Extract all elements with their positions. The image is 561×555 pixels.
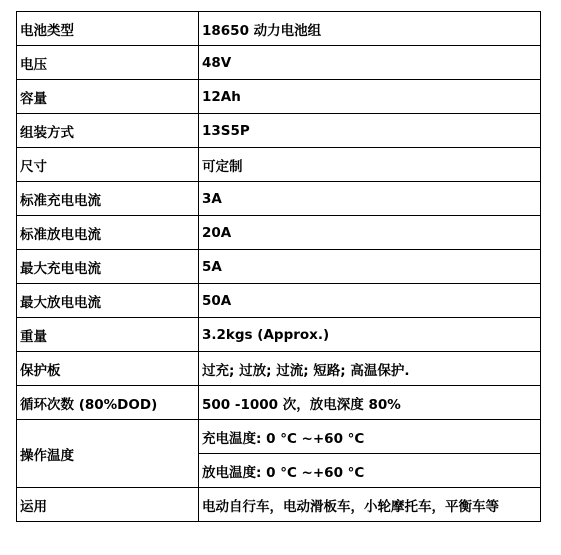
row-value: 18650 动力电池组 bbox=[199, 12, 541, 46]
row-label: 标准放电电流 bbox=[17, 216, 199, 250]
row-label: 电池类型 bbox=[17, 12, 199, 46]
table-row bbox=[17, 352, 541, 386]
row-label: 尺寸 bbox=[17, 148, 199, 182]
row-label: 组装方式 bbox=[17, 114, 199, 148]
row-label: 电压 bbox=[17, 46, 199, 80]
table-row bbox=[17, 284, 541, 318]
row-value: 20A bbox=[199, 216, 541, 250]
row-label: 循环次数 (80%DOD) bbox=[17, 386, 199, 420]
table-row bbox=[17, 386, 541, 420]
row-value: 5A bbox=[199, 250, 541, 284]
row-label: 最大充电电流 bbox=[17, 250, 199, 284]
discharge-temp-value: 放电温度: 0 °C ~+60 °C bbox=[199, 454, 541, 488]
table-row bbox=[17, 46, 541, 80]
row-value: 500 -1000 次，放电深度 80% bbox=[199, 386, 541, 420]
row-value: 12Ah bbox=[199, 80, 541, 114]
charge-temp-value: 充电温度: 0 °C ~+60 °C bbox=[199, 420, 541, 454]
table-row bbox=[17, 80, 541, 114]
table-row bbox=[17, 148, 541, 182]
row-value: 48V bbox=[199, 46, 541, 80]
usage-label: 运用 bbox=[17, 488, 199, 522]
row-value: 3A bbox=[199, 182, 541, 216]
row-value: 13S5P bbox=[199, 114, 541, 148]
table-row bbox=[17, 318, 541, 352]
table-row bbox=[17, 216, 541, 250]
table-row bbox=[17, 250, 541, 284]
operating-temp-label: 操作温度 bbox=[17, 420, 199, 488]
row-label: 重量 bbox=[17, 318, 199, 352]
spec-table bbox=[16, 11, 541, 522]
table-row bbox=[17, 114, 541, 148]
row-label: 保护板 bbox=[17, 352, 199, 386]
row-label: 标准充电电流 bbox=[17, 182, 199, 216]
table-row bbox=[17, 12, 541, 46]
row-label: 最大放电电流 bbox=[17, 284, 199, 318]
row-value: 3.2kgs (Approx.) bbox=[199, 318, 541, 352]
usage-value: 电动自行车，电动滑板车，小轮摩托车，平衡车等 bbox=[199, 488, 541, 522]
row-value: 50A bbox=[199, 284, 541, 318]
row-value: 可定制 bbox=[199, 148, 541, 182]
table-row bbox=[17, 488, 541, 522]
row-label: 容量 bbox=[17, 80, 199, 114]
table-row bbox=[17, 182, 541, 216]
table-row bbox=[17, 420, 541, 454]
row-value: 过充; 过放; 过流; 短路; 高温保护. bbox=[199, 352, 541, 386]
